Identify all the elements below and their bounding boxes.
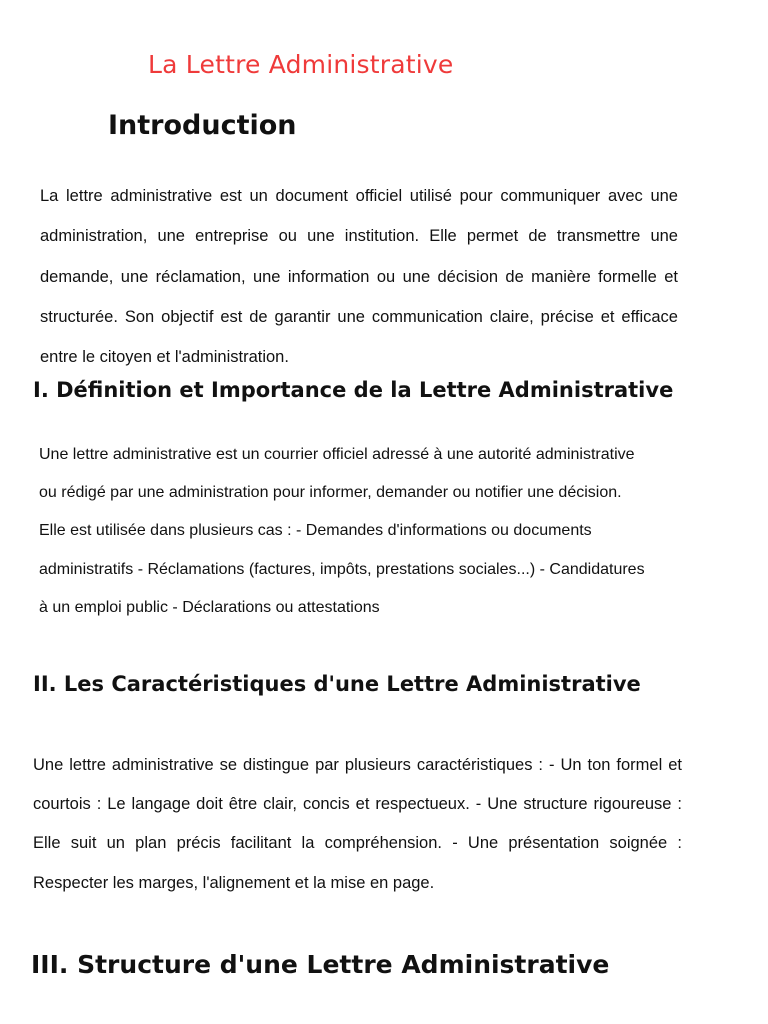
section-1-paragraph: Une lettre administrative est un courrier officiel adressé à une autorité administrative ou rédigé par une administration pour informer, demander ou notifier une décision. Elle est utilisée dans plusieurs cas : - Demandes d'informations ou documents administratifs - Réclamations (factures, impôts, prestations sociales...) - Candidatures à un emploi public - Déclarations ou attestations	[39, 446, 645, 616]
introduction-paragraph: La lettre administrative est un document officiel utilisé pour communiquer avec une administration, une entreprise ou une institution. Elle permet de transmettre une demande, une réclamation, une information ou une décision de manière formelle et structurée. Son objectif est de garantir une communication claire, précise et efficace entre le citoyen et l'administration.	[40, 187, 678, 367]
section-2-paragraph: Une lettre administrative se distingue par plusieurs caractéristiques : - Un ton formel et courtois : Le langage doit être clair, concis et respectueux. - Une structure rigoureuse : Elle suit un plan précis facilitant la compréhension. - Une présentation soignée : Respecter les marges, l'alignement et la mise en page.	[33, 756, 682, 892]
document-title: La Lettre Administrative	[148, 50, 454, 79]
introduction-heading: Introduction	[108, 110, 297, 141]
section-2-heading: II. Les Caractéristiques d'une Lettre Administrative	[33, 672, 641, 696]
section-1-heading: I. Définition et Importance de la Lettre Administrative	[33, 378, 674, 402]
section-3-heading: III. Structure d'une Lettre Administrative	[31, 950, 610, 979]
